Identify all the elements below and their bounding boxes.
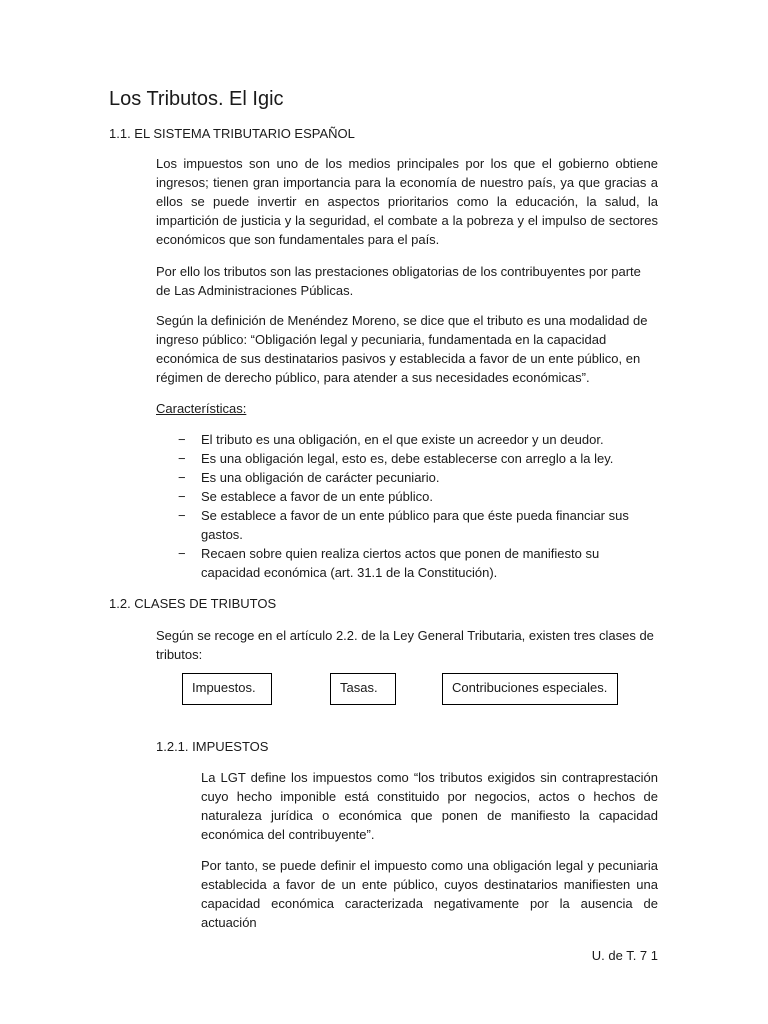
list-item: − Es una obligación de carácter pecuniario. [178,470,440,485]
subsection-heading-impuestos: 1.2.1. IMPUESTOS [156,739,269,754]
document-title: Los Tributos. El Igic [109,88,284,110]
paragraph-lgt-definicion: La LGT define los impuestos como “los tributos exigidos sin contraprestación cuyo hecho imponible está constituido por negocios, actos o hechos de naturaleza jurídica o económica que ponen de manifiesto la capacidad económica del contribuyente”. [201,770,658,842]
list-item: − El tributo es una obligación, en el que existe un acreedor y un deudor. [178,432,604,447]
dash-bullet-icon: − [178,432,186,447]
paragraph-clases-intro: Según se recoge en el artículo 2.2. de la Ley General Tributaria, existen tres clases de tributos: [156,628,654,662]
section-heading-clases-tributos: 1.2. CLASES DE TRIBUTOS [109,596,277,611]
dash-bullet-icon: − [178,546,186,561]
dash-bullet-icon: − [178,489,186,504]
box-impuestos: Impuestos. [182,673,272,705]
list-item: − Se establece a favor de un ente público. [178,489,433,504]
characteristics-list [178,430,658,582]
paragraph-definicion: Según la definición de Menéndez Moreno, se dice que el tributo es una modalidad de ingreso público: “Obligación legal y pecuniaria, fundamentada en la capacidad económica de sus destinatarios pasivos y establecida a favor de un ente público, en régimen de derecho público, para atender a sus necesidades económicas”. [156,313,648,385]
list-item: − Es una obligación legal, esto es, debe establecerse con arreglo a la ley. [178,451,614,466]
paragraph-prestaciones: Por ello los tributos son las prestaciones obligatorias de los contribuyentes por parte de Las Administraciones Públicas. [156,264,641,298]
characteristics-label: Características: [156,401,247,416]
dash-bullet-icon: − [178,470,186,485]
dash-bullet-icon: − [178,451,186,466]
list-item: − Se establece a favor de un ente público para que éste pueda financiar sus gastos. [178,508,629,542]
dash-bullet-icon: − [178,508,186,523]
box-tasas: Tasas. [330,673,396,705]
paragraph-impuestos-intro: Los impuestos son uno de los medios principales por los que el gobierno obtiene ingresos; tienen gran importancia para la economía de nuestro país, ya que gracias a ellos se puede invertir en aspectos prioritarios como la educación, la salud, la impartición de justicia y la seguridad, el combate a la pobreza y el impulso de sectores económicos que son fundamentales para el país. [156,156,658,247]
page-footer: U. de T. 7 1 [591,948,658,963]
list-item: − Recaen sobre quien realiza ciertos actos que ponen de manifiesto su capacidad económica (art. 31.1 de la Constitución). [178,546,600,580]
box-contribuciones-especiales: Contribuciones especiales. [442,673,618,705]
section-heading-sistema-tributario: 1.1. EL SISTEMA TRIBUTARIO ESPAÑOL [109,126,355,141]
paragraph-por-tanto: Por tanto, se puede definir el impuesto como una obligación legal y pecuniaria establecida a favor de un ente público, cuyos destinatarios manifiesten una capacidad económica caracterizada negativamente por la ausencia de actuación [201,858,658,930]
